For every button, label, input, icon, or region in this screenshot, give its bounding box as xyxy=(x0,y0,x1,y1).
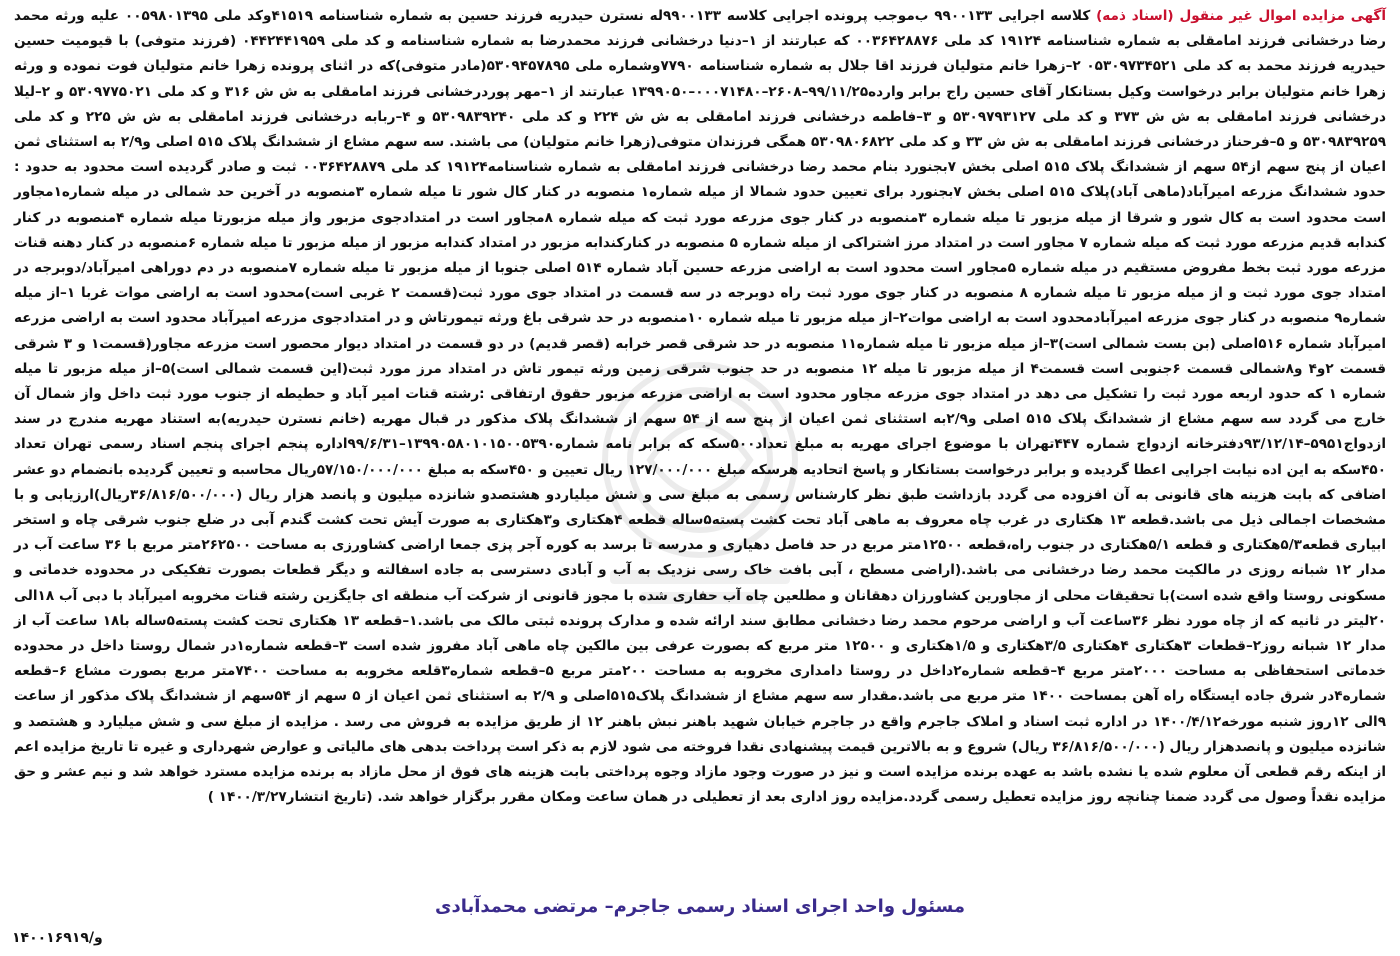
notice-title: کلاسه اجرایی ۹۹۰۰۱۳۳ xyxy=(934,8,1091,24)
publish-date: (تاریخ انتشار۱۴۰۰/۳/۲۷ ) xyxy=(207,789,373,806)
notice-text xyxy=(14,4,1386,811)
notice-title-red: آگهی مزایده اموال غیر منقول (اسناد ذمه) xyxy=(1096,8,1386,24)
notice-body: ب‌موجب پرونده اجرایی کلاسه ۹۹۰۰۱۳۳له نسترن حیدریه فرزند حسین به شماره شناسنامه ۴۱۵۱۹وکد ملی ۰۰۵۹۸۰۱۳۹۵ علیه ورثه محمد رضا درخشانی فرزند امامقلی به شماره شناسنامه ۱۹۱۲۴ کد ملی ۰۰۳۶۴۲۸۸۷۶ که عبارتند از ۱–دنیا درخشانی فرزند محمدرضا به شماره شناسنامه و کد ملی ۰۴۴۲۴۴۱۹۵۹ (فرزند متوفی) با قیومیت حسین حیدریه فرزند محمد به کد ملی ۰۵۳۰۹۷۳۴۵۲۱ ۲–زهرا خانم متولیان فرزند اقا جلال به شماره شناسنامه ۷۷۹۰وشماره ملی ۵۳۰۹۴۵۷۸۹۵(مادر متوفی)که در اثنای پرونده زهرا خانم متولیان فوت نموده و ورثه زهرا خانم متولیان برابر درخواست وکیل بستانکار آقای حسین راج برابر وارده۹۹/۱۱/۲۵–۲۶۰۸–۰۰۰۷۱۴۸۰–۱۳۹۹۰۵۰ عبارتند از ۱–مهر پوردرخشانی فرزند امامقلی به ش ش ۳۱۶ و کد ملی ۵۳۰۹۷۷۵۰۲۱ و ۲–لیلا درخشانی فرزند امامقلی به ش ش ۳۷۳ و کد ملی ۵۳۰۹۷۹۳۱۲۷ و ۳–فاطمه درخشانی فرزند امامقلی به ش ش ۲۲۴ و کد ملی ۵۳۰۹۸۳۹۲۴۰ و ۴–ربابه درخشانی فرزند امامقلی به ش ش ۲۲۵ و کد ملی ۵۳۰۹۸۳۹۲۵۹ و ۵–فرحناز درخشانی فرزند امامقلی به ش ش ۳۳ و کد ملی ۵۳۰۹۸۰۶۸۲۲ همگی فرزندان متوفی(زهرا خانم متولیان) می باشند. سه سهم مشاع از ششدانگ پلاک ۵۱۵ اصلی و۲/۹ به استثنای ثمن اعیان از پنج سهم از۵۴ سهم از ششدانگ پلاک ۵۱۵ اصلی بخش ۷بجنورد بنام محمد رضا درخشانی فرزند امامقلی به شماره شناسنامه۱۹۱۲۴ کد ملی ۰۰۳۶۴۲۸۸۷۹ ثبت و صادر گردیده است محدود به حدود : حدود ششدانگ مزرعه امیرآباد(ماهی آباد)پلاک ۵۱۵ اصلی بخش ۷بجنورد برای تعیین حدود شمالا از میله شماره۱ منصوبه در کنار کال شور تا میله شماره ۳منصوبه در آخرین حد شمالی در میله شماره۱مجاور است محدود است به کال شور و شرقا از میله مزبور تا میله شماره ۳منصوبه در کنار جوی مزرعه مورد ثبت که میله شماره ۸مجاور است در امتدادجوی مزبور واز میله مزبورتا میله شماره ۴منصوبه در کنار کندابه قدیم مزرعه مورد ثبت که میله شماره ۷ مجاور است در امتداد مرز اشتراکی از میله شماره ۵ منصوبه در کنارکندابه مزبور در امتداد کندابه مزبور از میله مزبور تا میله شماره ۶منصوبه در کنار دهنه قنات مزرعه مورد ثبت بخط مفروض مستقیم در میله شماره ۵مجاور است محدود است به اراضی مزرعه حسین آباد شماره ۵۱۴ اصلی جنوبا از میله مزبور تا میله شماره ۷منصوبه در دم دوراهی امیرآباد/دوبرجه در امتداد جوی مورد ثبت و از میله مزبور تا میله شماره ۸ منصوبه در کنار جوی مورد ثبت راه دوبرجه در سه قسمت در امتداد جوی مورد ثبت(قسمت ۲ غربی است)محدود است به اراضی موات غربا ۱–از میله شماره۹ منصوبه در کنار جوی مزرعه امیرآبادمحدود است به اراضی موات۲–از میله مزبور تا میله شماره ۱۰منصوبه در حد شرقی باغ ورثه تیمورتاش و در امتدادجوی مزرعه امیرآباد محدود است به اراضی مزرعه امیرآباد شماره ۵۱۶اصلی (بن بست شمالی است)۳–از میله مزبور تا میله شماره۱۱ منصوبه در حد شرقی قصر خرابه (قصر قدیم) در دو قسمت در امتداد دیوار محصور است مزرعه مجاور(قسمت۱ و ۳ شرقی قسمت ۲و۴ و۸شمالی قسمت ۶جنوبی است قسمت۴ از میله مزبور تا میله ۱۲ منصوبه در حد جنوب شرقی زمین ورثه تیمور تاش در امتداد مرز مورد ثبت(این قسمت شمالی است)۵–از میله مزبور تا میله شماره ۱ که حدود اربعه مورد ثبت را تشکیل می دهد در امتداد جوی مزرعه مجاور محدود است به اراضی مزرعه مزبور حقوق ارتفاقی :رشته قنات امیر آباد و حطیطه از جنوب مورد ثبت داخل واز شمال آن خارج می گردد سه سهم مشاع از ششدانگ پلاک ۵۱۵ اصلی و۲/۹به استثنای ثمن اعیان از پنج سه از ۵۴ سهم از ششدانگ پلاک مذکور در قبال مهریه (خانم نسترن حیدریه)به استناد مهریه مندرج در سند ازدواج۵۹۵۱–۹۳/۱۲/۱۴دفترخانه ازدواج شماره ۴۴۷تهران با موضوع اجرای مهریه به مبلغ تعداد۵۰۰سکه که برابر نامه شماره۱۳۹۹۰۵۸۰۱۰۱۵۰۰۵۳۹۰–۹۹/۶/۳۱اداره پنجم اجرای پنجم اسناد رسمی تهران تعداد ۴۵۰سکه به این اده نیابت اجرایی اعطا گردیده و برابر درخواست بستانکار و پاسخ اتحادیه هرسکه مبلغ ۱۲۷/۰۰۰/۰۰۰ ریال تعیین و ۴۵۰سکه به مبلغ ۵۷/۱۵۰/۰۰۰/۰۰۰ریال محاسبه و تعیین گردیده بانضمام دو عشر اضافی که بابت هزینه های قانونی به آن افزوده می گردد بازداشت طبق نظر کارشناس رسمی به مبلغ سی و شش میلیاردو هشتصدو شانزده میلیون و پانصد هزار ریال (۳۶/۸۱۶/۵۰۰/۰۰۰ریال)ارزیابی و با مشخصات اجمالی ذیل می باشد.قطعه ۱۳ هکتاری در غرب چاه معروف به ماهی آباد تحت کشت پسته۵ساله قطعه ۴هکتاری و۳هکتاری به صورت آیش تحت کشت گندم آبی در ضلع جنوب شرقی چاه و استخر ابیاری قطعه۵/۳هکتاری و قطعه ۵/۱هکتاری در جنوب راه،قطعه ۱۲۵۰۰متر مربع در حد فاصل دهیاری و مدرسه تا برسد به کوره آجر پزی جمعا اراضی کشاورزی به مساحت ۲۶۲۵۰۰متر مربع با ۳۶ ساعت آب در مدار ۱۲ شبانه روزی در مالکیت محمد رضا درخشانی می باشد.(اراضی مسطح ، آبی بافت خاک رسی نزدیک به آب و آبادی دسترسی به جاده اسفالته و دیگر قطعات بصورت تفکیکی در محدوده خدماتی و مسکونی روستا واقع شده است)با تحقیقات محلی از مجاورین کشاورزان دهقانان و مطلعین چاه آب حفاری شده با مجوز قانونی از شرکت آب منطقه ای جایگزین رشته قنات مخروبه امیرآباد با دبی آب ۱۸الی ۲۰لیتر در ثانیه که از چاه مورد نظر ۳۶ساعت آب و اراضی مرحوم محمد رضا دخشانی مطابق سند ارائه شده و مدارک پرونده ثبتی مالک می باشد.۱–قطعه ۱۳ هکتاری تحت کشت پسته۵ساله با۱۸ ساعت آب از مدار ۱۲ شبانه روز۲–قطعات ۳هکتاری ۴هکتاری ۳/۵هکتاری و ۱/۵هکتاری و ۱۲۵۰۰ متر مربع که بصورت عرفی بین مالکین چاه ماهی آباد مفروز شده است ۳–قطعه شماره۱در شمال روستا داخل در محدوده خدماتی استحفاظی به مساحت ۲۰۰۰متر مربع ۴–قطعه شماره۲داخل در روستا دامداری مخروبه به مساحت ۲۰۰متر مربع ۵–قطعه شماره۳قلعه مخروبه به مساحت ۷۴۰۰متر مربع بصورت مشاع ۶–قطعه شماره۴در شرق جاده ایستگاه راه آهن بمساحت ۱۴۰۰ متر مربع می باشد.مقدار سه سهم مشاع از ششدانگ پلاک۵۱۵اصلی و ۲/۹ به استثنای ثمن اعیان از ۵ سهم از ۵۴سهم از ششدانگ پلاک مذکور از ساعت ۹الی ۱۲روز شنبه مورخه۱۴۰۰/۴/۱۲ در اداره ثبت اسناد و املاک جاجرم واقع در جاجرم خیابان شهید باهنر نبش باهنر ۱۲ از طریق مزایده به فروش می رسد . مزایده از مبلغ سی و شش میلیارد و هشتصد و شانزده میلیون و پانصدهزار ریال (۳۶/۸۱۶/۵۰۰/۰۰۰ ریال) شروع و به بالاترین قیمت پیشنهادی نقدا فروخته می شود لازم به ذکر است پرداخت بدهی های مالیاتی و عوارض شهرداری و غیره تا تاریخ مزایده اعم از اینکه رقم قطعی آن معلوم شده یا نشده باشد به عهده برنده مزایده است و نیز در صورت وجود مازاد وجوه پرداختی بابت هزینه های فوق از محل مازاد به برنده مزایده مسترد خواهد شد و نیم عشر و حق مزایده نقداً وصول می گردد ضمنا چنانچه روز مزایده تعطیل رسمی گردد.مزایده روز اداری بعد از تعطیلی در همان ساعت ومکان مقرر برگزار خواهد شد. xyxy=(14,8,1387,806)
signature-line: مسئول واحد اجرای اسناد رسمی جاجرم– مرتضی محمدآبادی xyxy=(434,896,965,917)
ad-number: ۱۴۰۰۱۶۹۱۹/و xyxy=(12,930,103,946)
